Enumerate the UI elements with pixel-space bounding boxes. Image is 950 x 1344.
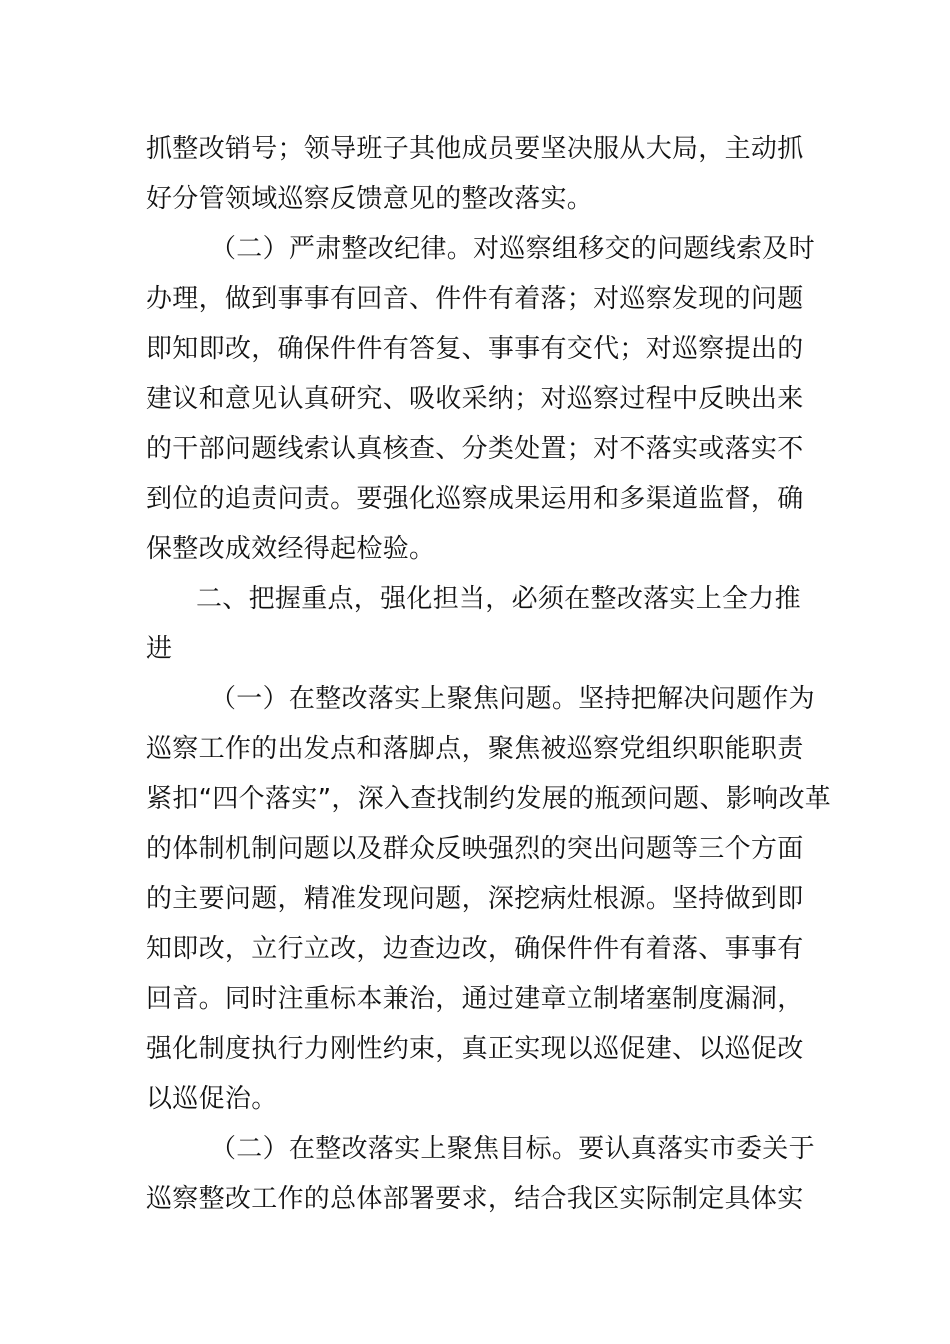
paragraph-heading-line: （二）在整改落实上聚焦目标。要认真落实市委关于: [210, 1134, 815, 1164]
text-line: 建议和意见认真研究、吸收采纳；对巡察过程中反映出来: [146, 384, 804, 414]
text-line: 强化制度执行力刚性约束，真正实现以巡促建、以巡促改: [146, 1034, 804, 1064]
paragraph-heading-line: （二）严肃整改纪律。对巡察组移交的问题线索及时: [210, 234, 815, 264]
text-line: 抓整改销号；领导班子其他成员要坚决服从大局，主动抓: [146, 134, 804, 164]
text-line: 办理，做到事事有回音、件件有着落；对巡察发现的问题: [146, 284, 804, 314]
text-line: 巡察整改工作的总体部署要求，结合我区实际制定具体实: [146, 1184, 804, 1214]
text-line: 好分管领域巡察反馈意见的整改落实。: [146, 184, 594, 214]
text-line: 的主要问题，精准发现问题，深挖病灶根源。坚持做到即: [146, 884, 804, 914]
paragraph-heading-line: （一）在整改落实上聚焦问题。坚持把解决问题作为: [210, 684, 815, 714]
text-line: 以巡促治。: [146, 1084, 278, 1114]
text-line: 紧扣“四个落实”，深入查找制约发展的瓶颈问题、影响改革: [146, 784, 832, 814]
text-line: 保整改成效经得起检验。: [146, 534, 436, 564]
text-line: 的干部问题线索认真核查、分类处置；对不落实或落实不: [146, 434, 804, 464]
text-line: 即知即改，确保件件有答复、事事有交代；对巡察提出的: [146, 334, 804, 364]
text-line: 到位的追责问责。要强化巡察成果运用和多渠道监督，确: [146, 484, 804, 514]
text-line: 知即改，立行立改，边查边改，确保件件有着落、事事有: [146, 934, 804, 964]
text-line: 的体制机制问题以及群众反映强烈的突出问题等三个方面: [146, 834, 804, 864]
text-line: 回音。同时注重标本兼治，通过建章立制堵塞制度漏洞，: [146, 984, 804, 1014]
section-heading-line: 进: [146, 634, 173, 664]
text-line: 巡察工作的出发点和落脚点，聚焦被巡察党组织职能职责: [146, 734, 804, 764]
section-heading-line: 二、把握重点，强化担当，必须在整改落实上全力推: [196, 584, 801, 614]
